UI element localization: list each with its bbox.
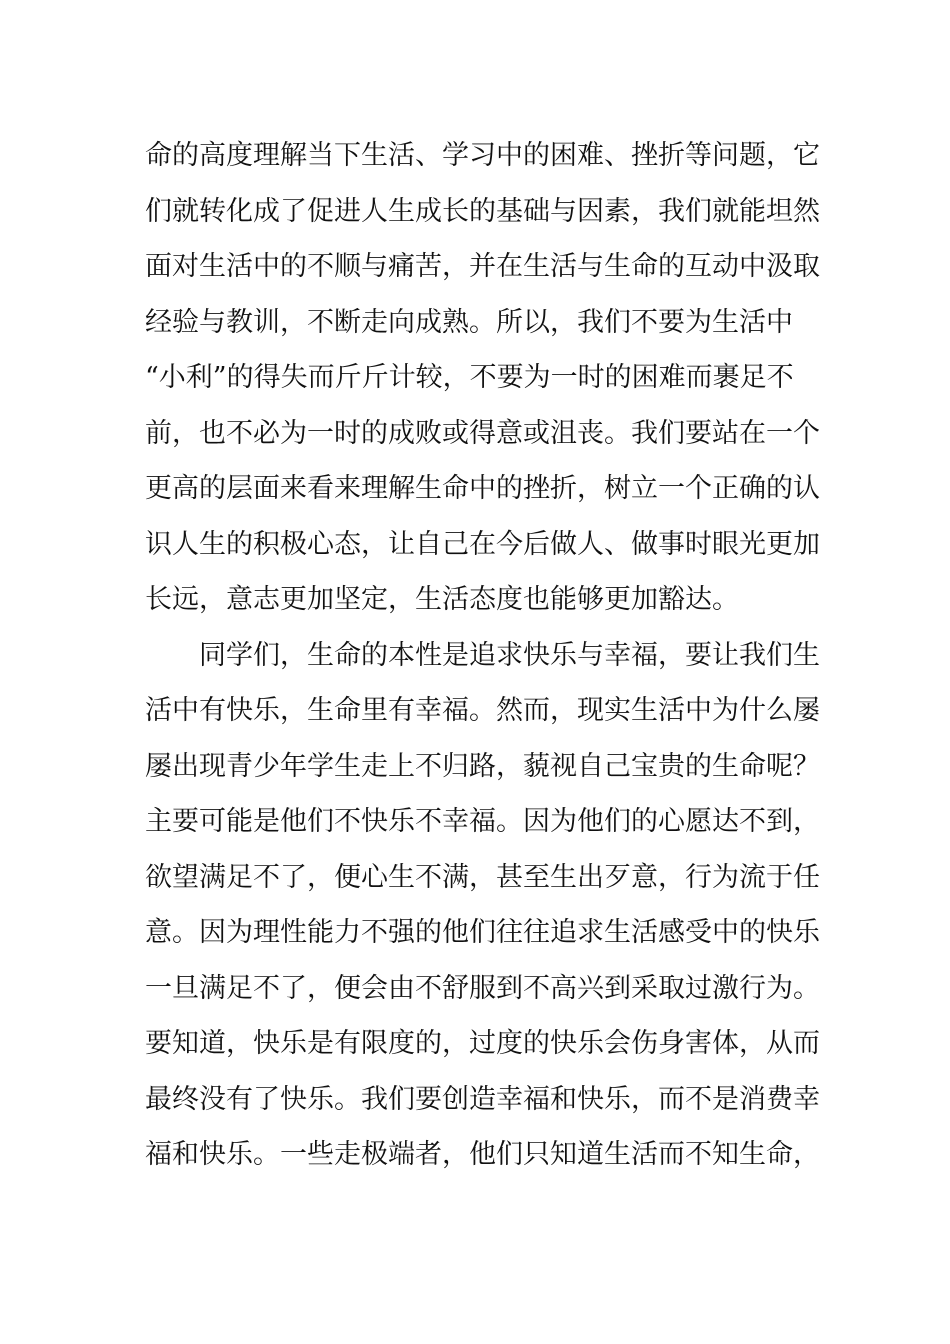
text-line: 一旦满足不了，便会由不舒服到不高兴到采取过激行为。 bbox=[145, 972, 820, 1004]
text-line: 命的高度理解当下生活、学习中的困难、挫折等问题，它 bbox=[145, 140, 820, 171]
text-line: 主要可能是他们不快乐不幸福。因为他们的心愿达不到， bbox=[145, 806, 820, 837]
text-line: 前，也不必为一时的成败或得意或沮丧。我们要站在一个 bbox=[145, 417, 820, 449]
text-line: 活中有快乐，生命里有幸福。然而，现实生活中为什么屡 bbox=[145, 695, 820, 726]
text-line: 屡出现青少年学生走上不归路，藐视自己宝贵的生命呢？ bbox=[145, 750, 820, 782]
text-line: 最终没有了快乐。我们要创造幸福和快乐，而不是消费幸 bbox=[145, 1083, 820, 1115]
text-line: 要知道，快乐是有限度的，过度的快乐会伤身害体，从而 bbox=[145, 1028, 820, 1059]
text-line: 更高的层面来看来理解生命中的挫折，树立一个正确的认 bbox=[145, 473, 820, 504]
text-line: 欲望满足不了，便心生不满，甚至生出歹意，行为流于任 bbox=[145, 861, 820, 893]
text-line: 经验与教训，不断走向成熟。所以，我们不要为生活中 bbox=[145, 306, 793, 338]
text-line: 们就转化成了促进人生成长的基础与因素，我们就能坦然 bbox=[145, 195, 820, 227]
text-line: 识人生的积极心态，让自己在今后做人、做事时眼光更加 bbox=[145, 528, 820, 560]
paragraph-start-line: 同学们，生命的本性是追求快乐与幸福，要让我们生 bbox=[199, 639, 820, 671]
text-line: 意。因为理性能力不强的他们往往追求生活感受中的快乐 bbox=[145, 917, 820, 948]
body-text bbox=[145, 128, 820, 1183]
text-line: 面对生活中的不顺与痛苦，并在生活与生命的互动中汲取 bbox=[145, 251, 820, 282]
text-line: 福和快乐。一些走极端者，他们只知道生活而不知生命， bbox=[145, 1139, 820, 1170]
text-line: “小利”的得失而斤斤计较，不要为一时的困难而裹足不 bbox=[145, 362, 794, 393]
text-line: 长远，意志更加坚定，生活态度也能够更加豁达。 bbox=[145, 584, 739, 615]
